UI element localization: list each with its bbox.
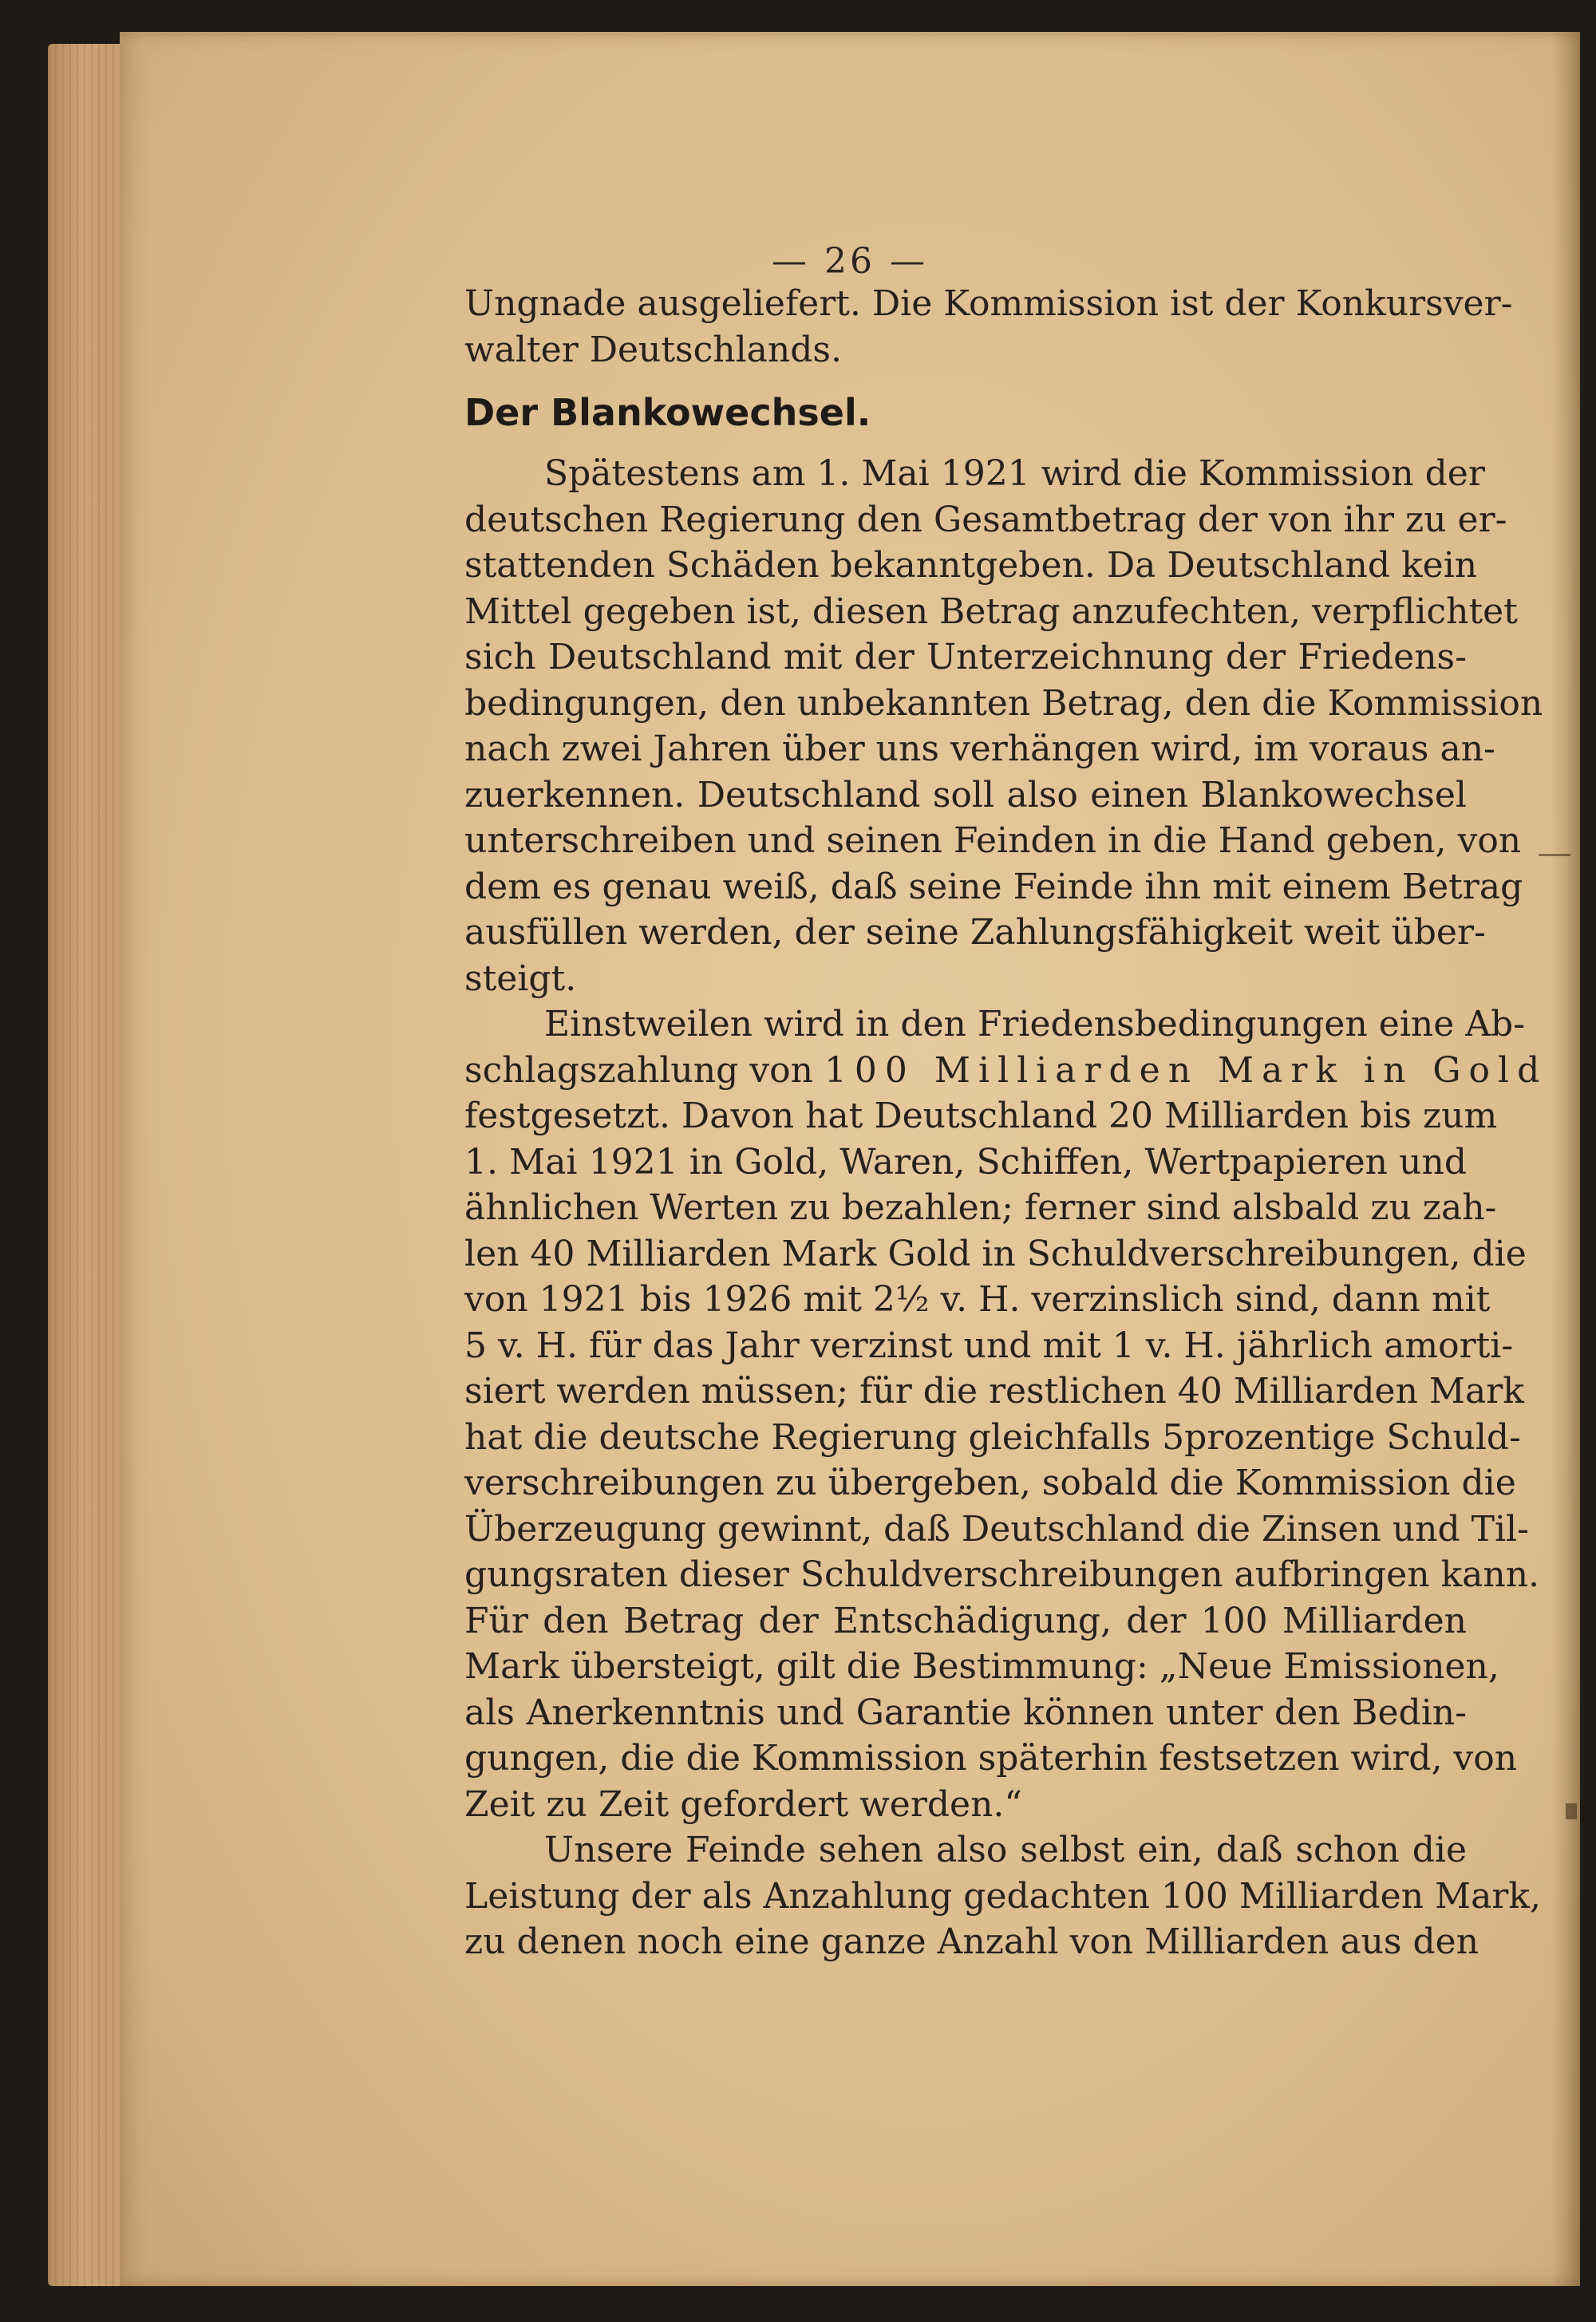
text-line: festgesetzt. Davon hat Deutschland 20 Milliarden bis zum [464,1096,1498,1136]
text-line: 5 v. H. für das Jahr verzinst und mit 1 v. H. jährlich amorti- [464,1325,1514,1366]
text-line: Spätestens am 1. Mai 1921 wird die Kommission der [544,453,1485,494]
text-line: gungsraten dieser Schuldverschreibungen aufbringen kann. [464,1554,1540,1595]
text-line: zuerkennen. Deutschland soll also einen Blankowechsel [464,774,1467,815]
text-line: zu denen noch eine ganze Anzahl von Milliarden aus den [464,1921,1479,1962]
text-line: siert werden müssen; für die restlichen 40 Milliarden Mark [464,1371,1524,1412]
text-fragment: schlagszahlung von [464,1049,824,1091]
text-line: Für den Betrag der Entschädigung, der 100 Milliarden [464,1600,1467,1641]
text-line: nach zwei Jahren über uns verhängen wird, im voraus an- [464,729,1495,769]
text-line: ausfüllen werden, der seine Zahlungsfähigkeit weit über- [464,912,1486,953]
section-heading: Der Blankowechsel. [464,391,871,434]
page-text [464,281,1548,1965]
text-line: Zeit zu Zeit gefordert werden.“ [464,1783,1022,1825]
text-line: ähnlichen Werten zu bezahlen; ferner sind alsbald zu zah- [464,1187,1497,1228]
text-line: Unsere Feinde sehen also selbst ein, daß schon die [544,1830,1467,1870]
text-line: bedingungen, den unbekannten Betrag, den die Kommission [464,682,1543,724]
text-line: Überzeugung gewinnt, daß Deutschland die Zinsen und Til- [464,1508,1529,1550]
page-number: — 26 — [772,241,928,282]
text-line: hat die deutsche Regierung gleichfalls 5prozentige Schuld- [464,1416,1521,1458]
text-line: dem es genau weiß, daß seine Feinde ihn mit einem Betrag [464,866,1523,907]
text-line: gungen, die die Kommission späterhin festsetzen wird, von [464,1738,1518,1779]
page-edge-mark [1539,854,1570,856]
text-line: Leistung der als Anzahlung gedachten 100 Milliarden Mark, [464,1875,1541,1917]
text-line: 1. Mai 1921 in Gold, Waren, Schiffen, Wertpapieren und [464,1141,1467,1183]
text-line: Ungnade ausgeliefert. Die Kommission ist der Konkursver- [464,283,1513,324]
text-line: Mark übersteigt, gilt die Bestimmung: „Neue Emissionen, [464,1646,1499,1687]
text-line: Mittel gegeben ist, diesen Betrag anzufechten, verpflichtet [464,590,1518,632]
page-right-edge [1551,32,1580,2286]
text-line: deutschen Regierung den Gesamtbetrag der von ihr zu er- [464,499,1507,540]
text-line: len 40 Milliarden Mark Gold in Schuldverschreibungen, die [464,1233,1527,1274]
text-line: walter Deutschlands. [464,329,842,370]
text-line: Einstweilen wird in den Friedensbedingungen eine Ab- [544,1004,1526,1045]
text-line: sich Deutschland mit der Unterzeichnung der Friedens- [464,637,1467,677]
spaced-emphasis: 100 Milliarden Mark in Gold [824,1049,1548,1091]
page-edge-mark [1566,1803,1577,1819]
text-line: unterschreiben und seinen Feinden in die Hand geben, von [464,820,1522,861]
text-line: als Anerkenntnis und Garantie können unter den Bedin- [464,1692,1467,1733]
text-line: stattenden Schäden bekanntgeben. Da Deutschland kein [464,545,1478,586]
text-line: verschreibungen zu übergeben, sobald die Kommission die [464,1463,1516,1503]
text-line-spaced-emphasis [464,1048,1548,1094]
text-line: von 1921 bis 1926 mit 2½ v. H. verzinslich sind, dann mit [464,1279,1491,1320]
text-line: steigt. [464,958,577,999]
